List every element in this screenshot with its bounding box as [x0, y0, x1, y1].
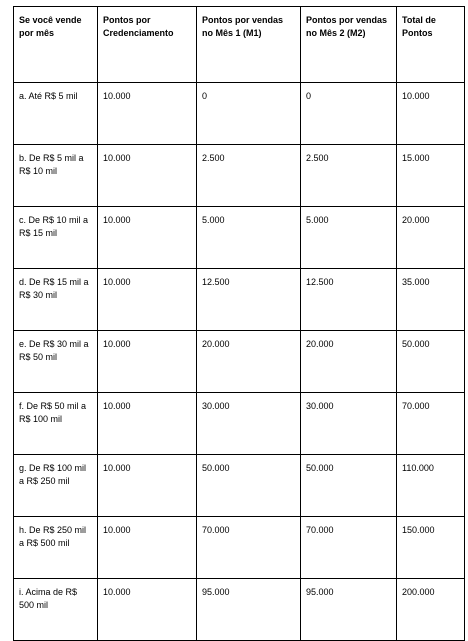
cell-month2: 5.000 [301, 207, 397, 269]
header-accreditation-points: Pontos por Credenciamento [98, 7, 197, 83]
cell-total: 35.000 [397, 269, 465, 331]
cell-month2: 30.000 [301, 393, 397, 455]
cell-month1: 20.000 [197, 331, 301, 393]
points-table-container [13, 6, 464, 641]
cell-total: 70.000 [397, 393, 465, 455]
cell-sales-range: d. De R$ 15 mil a R$ 30 mil [14, 269, 98, 331]
cell-month2: 20.000 [301, 331, 397, 393]
cell-month1: 95.000 [197, 579, 301, 641]
header-total-points: Total de Pontos [397, 7, 465, 83]
cell-sales-range: h. De R$ 250 mil a R$ 500 mil [14, 517, 98, 579]
table-row [14, 331, 465, 393]
cell-total: 20.000 [397, 207, 465, 269]
table-row [14, 455, 465, 517]
cell-total: 150.000 [397, 517, 465, 579]
table-row [14, 207, 465, 269]
cell-month2: 50.000 [301, 455, 397, 517]
cell-month2: 70.000 [301, 517, 397, 579]
cell-month1: 5.000 [197, 207, 301, 269]
cell-month2: 2.500 [301, 145, 397, 207]
header-monthly-sales: Se você vende por mês [14, 7, 98, 83]
cell-sales-range: a. Até R$ 5 mil [14, 83, 98, 145]
cell-sales-range: f. De R$ 50 mil a R$ 100 mil [14, 393, 98, 455]
header-month1-points: Pontos por vendas no Mês 1 (M1) [197, 7, 301, 83]
cell-month2: 95.000 [301, 579, 397, 641]
cell-sales-range: g. De R$ 100 mil a R$ 250 mil [14, 455, 98, 517]
header-month2-points: Pontos por vendas no Mês 2 (M2) [301, 7, 397, 83]
table-row [14, 393, 465, 455]
cell-month1: 30.000 [197, 393, 301, 455]
cell-month2: 0 [301, 83, 397, 145]
cell-accreditation: 10.000 [98, 331, 197, 393]
cell-month1: 50.000 [197, 455, 301, 517]
points-table [13, 6, 465, 641]
table-body [14, 83, 465, 641]
cell-sales-range: e. De R$ 30 mil a R$ 50 mil [14, 331, 98, 393]
cell-accreditation: 10.000 [98, 145, 197, 207]
cell-sales-range: b. De R$ 5 mil a R$ 10 mil [14, 145, 98, 207]
cell-accreditation: 10.000 [98, 455, 197, 517]
cell-accreditation: 10.000 [98, 83, 197, 145]
cell-sales-range: i. Acima de R$ 500 mil [14, 579, 98, 641]
cell-accreditation: 10.000 [98, 269, 197, 331]
cell-month1: 70.000 [197, 517, 301, 579]
table-row [14, 83, 465, 145]
cell-month2: 12.500 [301, 269, 397, 331]
cell-sales-range: c. De R$ 10 mil a R$ 15 mil [14, 207, 98, 269]
cell-accreditation: 10.000 [98, 207, 197, 269]
cell-accreditation: 10.000 [98, 393, 197, 455]
table-row [14, 145, 465, 207]
cell-total: 110.000 [397, 455, 465, 517]
cell-total: 10.000 [397, 83, 465, 145]
table-header-row [14, 7, 465, 83]
cell-total: 15.000 [397, 145, 465, 207]
cell-accreditation: 10.000 [98, 517, 197, 579]
cell-accreditation: 10.000 [98, 579, 197, 641]
cell-month1: 12.500 [197, 269, 301, 331]
table-row [14, 579, 465, 641]
cell-month1: 0 [197, 83, 301, 145]
table-row [14, 517, 465, 579]
table-row [14, 269, 465, 331]
cell-month1: 2.500 [197, 145, 301, 207]
cell-total: 50.000 [397, 331, 465, 393]
cell-total: 200.000 [397, 579, 465, 641]
